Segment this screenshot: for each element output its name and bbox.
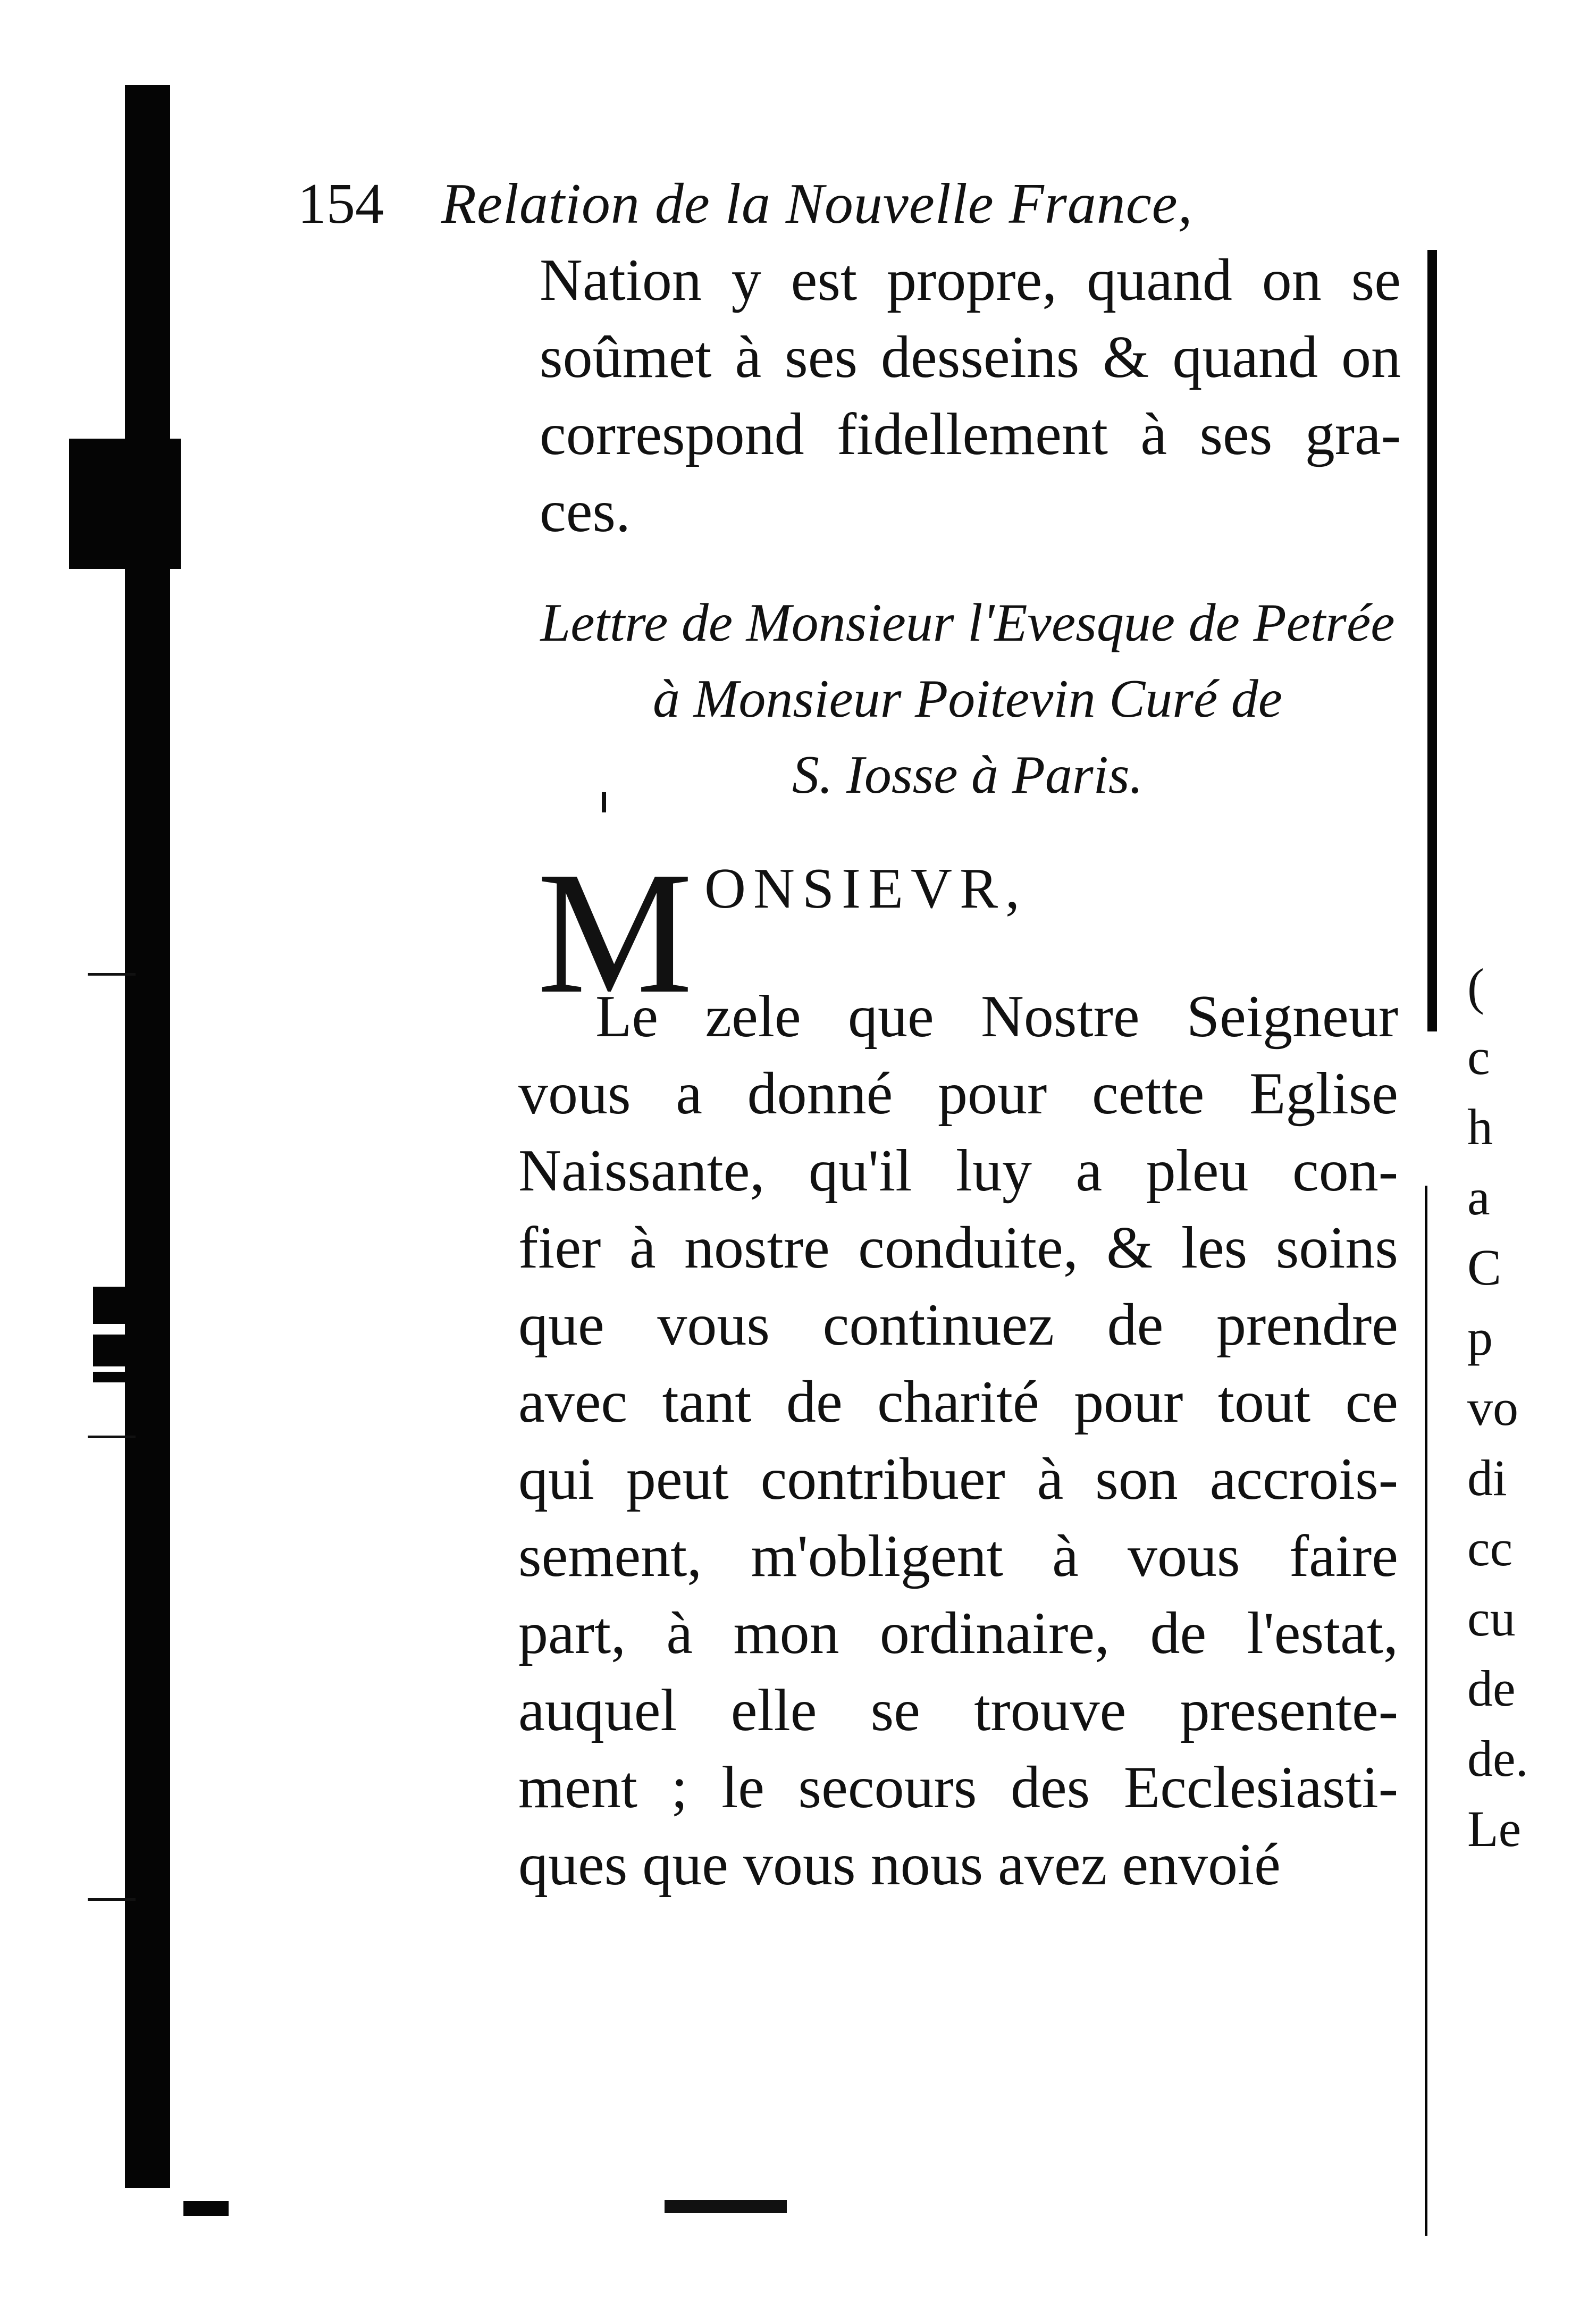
running-title: Relation de la Nouvelle France, (441, 172, 1193, 236)
left-black-bar-one (93, 1287, 136, 1324)
right-upper-scan-border (1427, 250, 1437, 1031)
letter-line: avec tant de charité pour tout ce (518, 1369, 1398, 1435)
opening-line: Nation y est propre, quand on se (540, 247, 1401, 313)
left-scan-border (125, 85, 170, 2188)
salutation-text: ONSIEVR, (704, 857, 1028, 920)
letter-body (518, 978, 1398, 1903)
letter-title (532, 585, 1403, 813)
letter-line: que vous continuez de prendre (518, 1292, 1398, 1358)
letter-title-line: Lettre de Monsieur l'Evesque de Petrée (540, 593, 1395, 653)
adjacent-fragment: h (1467, 1098, 1493, 1155)
letter-line: fier à nostre conduite, & les soins (518, 1215, 1398, 1281)
left-black-bar-three (93, 1372, 136, 1382)
letter-line: part, à mon ordinaire, de l'estat, (518, 1600, 1398, 1666)
left-black-bar-two (93, 1335, 136, 1366)
adjacent-page-fragments (1467, 952, 1558, 1864)
adjacent-fragment: di (1467, 1449, 1507, 1506)
adjacent-fragment: vo (1467, 1379, 1518, 1436)
left-rule-two (88, 1436, 136, 1438)
bottom-scan-marks (665, 2200, 787, 2213)
adjacent-fragment: Le (1467, 1800, 1522, 1857)
opening-line: ces. (540, 479, 631, 544)
drop-cap-initial: M (537, 836, 693, 1030)
left-dark-block (69, 439, 181, 569)
adjacent-fragment: cu (1467, 1590, 1516, 1647)
letter-line: sement, m'obligent à vous faire (518, 1523, 1398, 1589)
page-number: 154 (298, 172, 384, 236)
adjacent-fragment: c (1467, 1028, 1490, 1085)
letter-line: Le zele que Nostre Seigneur (595, 984, 1398, 1050)
letter-line: ques que vous nous avez envoié (518, 1832, 1281, 1898)
letter-line: vous a donné pour cette Eglise (518, 1061, 1398, 1127)
page-mark-small (602, 792, 606, 812)
left-rule-three (88, 1898, 136, 1901)
opening-paragraph (540, 242, 1401, 550)
letter-line: Naissante, qu'il luy a pleu con- (518, 1138, 1398, 1204)
adjacent-fragment: a (1467, 1169, 1490, 1226)
adjacent-fragment: C (1467, 1239, 1502, 1296)
adjacent-fragment: de (1467, 1660, 1516, 1717)
opening-line: correspond fidellement à ses gra- (540, 401, 1401, 467)
letter-line: qui peut contribuer à son accrois- (518, 1446, 1398, 1512)
adjacent-fragment: ( (1467, 958, 1484, 1015)
adjacent-fragment: p (1467, 1309, 1493, 1366)
letter-title-line: S. Iosse à Paris. (792, 745, 1144, 805)
adjacent-fragment: cc (1467, 1520, 1513, 1576)
opening-line: soûmet à ses desseins & quand on (540, 324, 1401, 390)
letter-title-line: à Monsieur Poitevin Curé de (652, 669, 1283, 729)
adjacent-fragment: de. (1467, 1730, 1528, 1787)
left-rule-one (88, 973, 136, 976)
letter-line: auquel elle se trouve presente- (518, 1677, 1398, 1743)
letter-line: ment ; le secours des Ecclesiasti- (518, 1755, 1398, 1820)
